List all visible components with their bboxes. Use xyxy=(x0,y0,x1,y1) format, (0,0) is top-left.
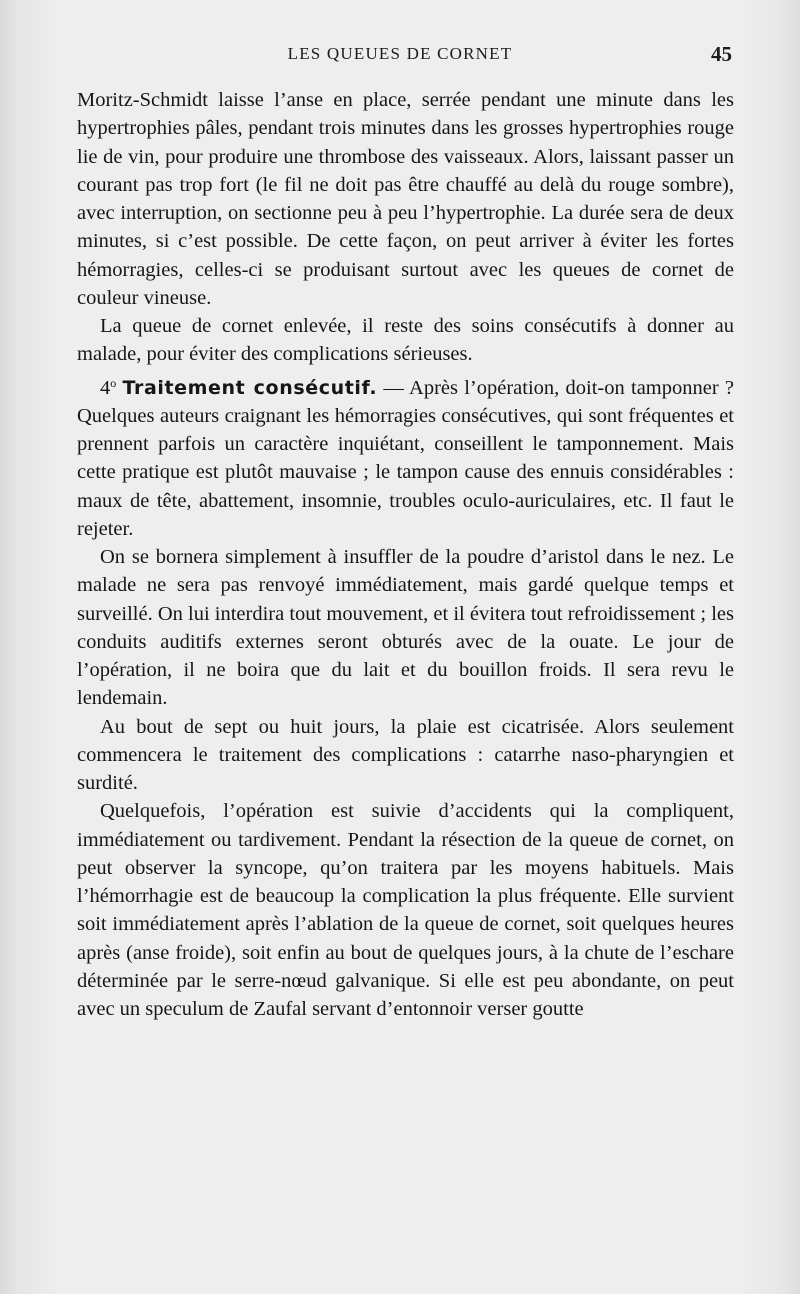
paragraph-5: Au bout de sept ou huit jours, la plaie est cicatrisée. Alors seulement commencera le traitement des complications : catarrhe naso-pharyngien et surdité. xyxy=(77,715,734,794)
paragraph-6: Quelquefois, l’opération est suivie d’accidents qui la compliquent, immédiatement ou tardivement. Pendant la résection de la queue de cornet, on peut observer la syncope, qu’on traitera par les moyens habituels. Mais l’hémorrhagie est de beaucoup la complication la plus fréquente. Elle survient soit immédiatement après l’ablation de la queue de cornet, soit quelques heures après (anse froide), soit enfin au bout de quelques jours, à la chute de l’eschare déterminée par le serre-nœud galvanique. Si elle est peu abondante, on peut avec un speculum de Zaufal servant d’entonnoir verser goutte xyxy=(77,800,734,1020)
paragraph-3-text: — Après l’opération, doit-on tamponner ? Quelques auteurs craignant les hémorragies consécutives, qui sont fréquentes et prennent parfois un caractère inquiétant, conseillent le tamponnement. Mais cette pratique est plutôt mauvaise ; le tampon cause des ennuis considérables : maux de tête, abattement, insomnie, troubles oculo-auriculaires, etc. Il faut le rejeter. xyxy=(77,376,735,540)
paragraph-1: Moritz-Schmidt laisse l’anse en place, serrée pendant une minute dans les hypertrophies pâles, pendant trois minutes dans les grosses hypertrophies rouge lie de vin, pour produire une thrombose des vaisseaux. Alors, laissant passer un courant pas trop fort (le fil ne doit pas être chauffé au delà du rouge sombre), avec interruption, on sectionne peu à peu l’hypertrophie. La durée sera de deux minutes, si c’est possible. De cette façon, on peut arriver à éviter les fortes hémorragies, celles-ci se produisant surtout avec les queues de cornet de couleur vineuse. xyxy=(77,89,734,309)
section-heading: Traitement consécutif. xyxy=(122,376,378,399)
paragraph-4: On se bornera simplement à insuffler de la poudre d’aristol dans le nez. Le malade ne sera pas renvoyé immédiatement, mais gardé quelque temps et surveillé. On lui interdira tout mouvement, et il évitera tout refroidissement ; les conduits auditifs externes seront obturés avec de la ouate. Le jour de l’opération, il ne boira que du lait et du bouillon froids. Il sera revu le lendemain. xyxy=(77,546,734,710)
page-number: 45 xyxy=(711,42,732,66)
body-text xyxy=(77,86,734,1023)
running-head: LES QUEUES DE CORNET xyxy=(287,44,513,63)
paragraph-3 xyxy=(77,369,734,544)
paragraph-2: La queue de cornet enlevée, il reste des soins consécutifs à donner au malade, pour éviter des complications sérieuses. xyxy=(77,315,734,366)
section-number-superscript: o xyxy=(110,375,117,390)
section-number: 4 xyxy=(100,376,111,399)
page-header xyxy=(0,44,800,72)
